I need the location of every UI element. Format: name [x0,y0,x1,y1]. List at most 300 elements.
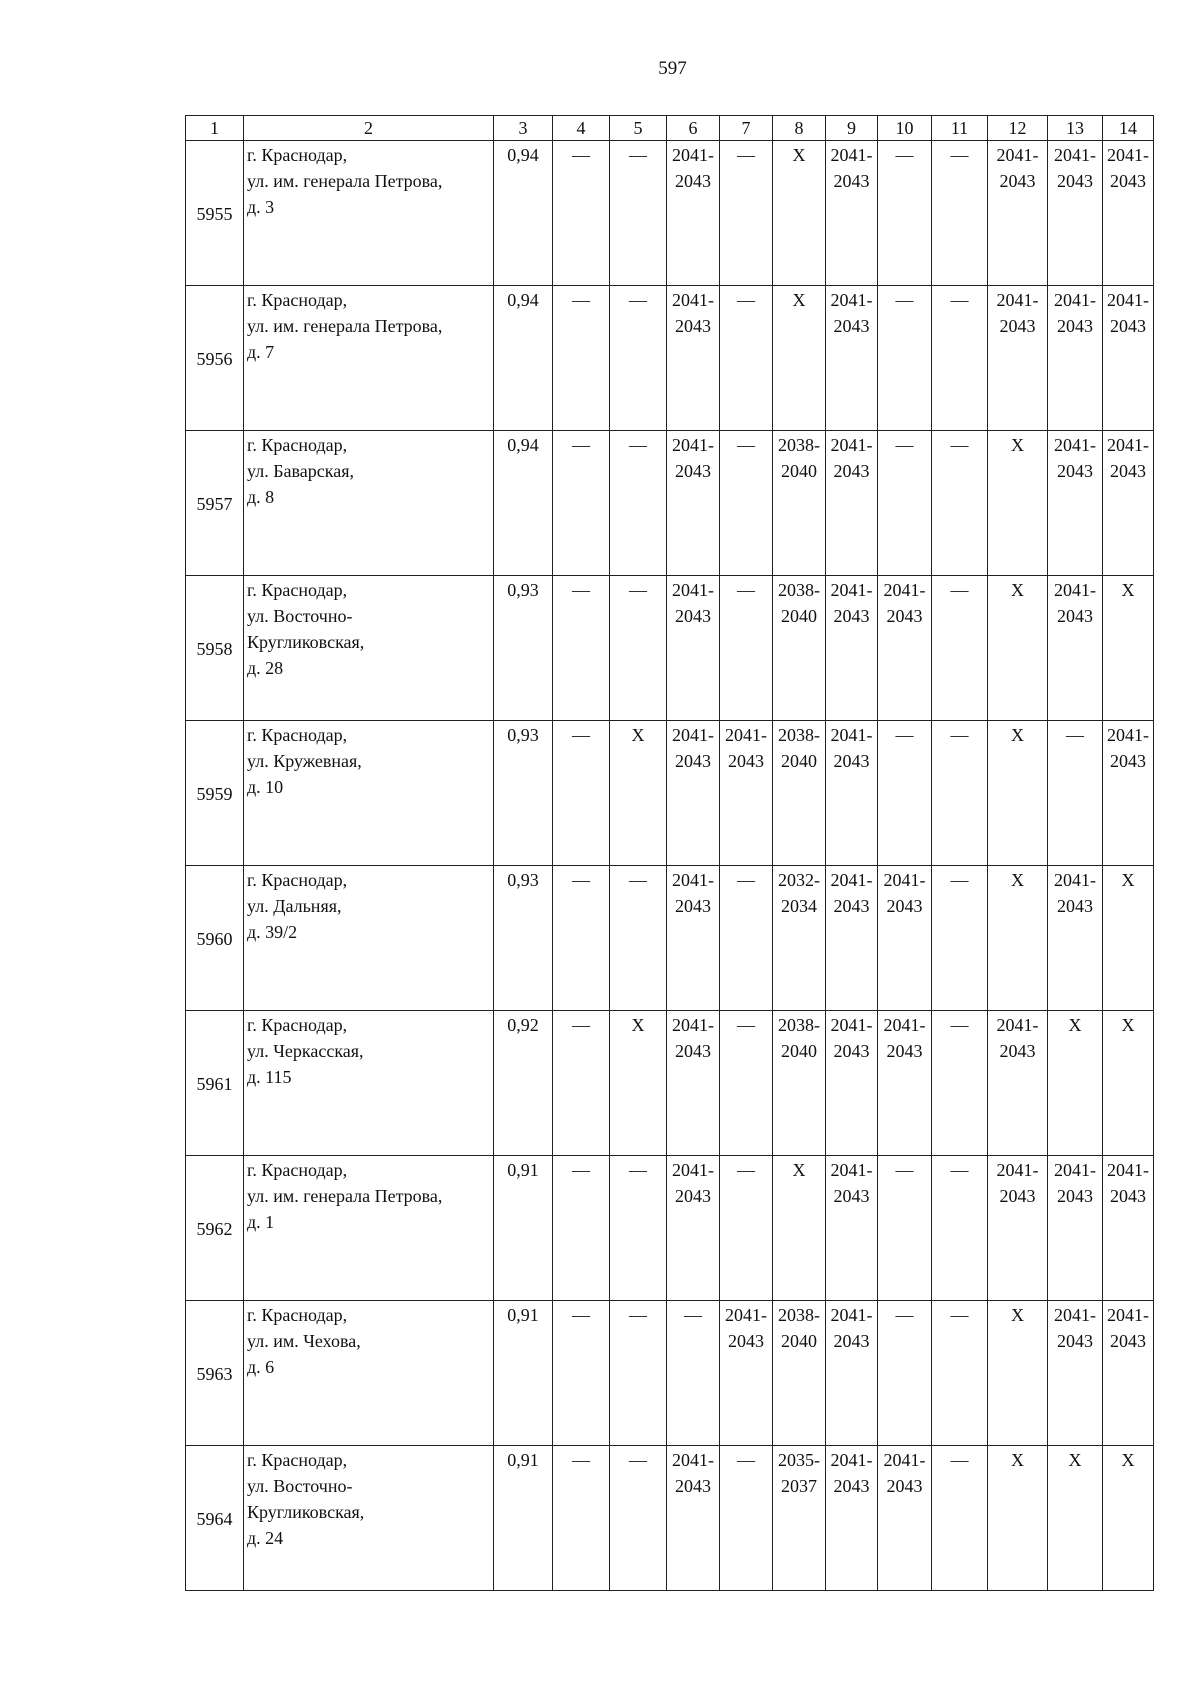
column-header-7: 7 [720,116,773,141]
period-text: 2041- [830,870,873,890]
period-text: 2043 [675,171,711,191]
period-text: 2043 [999,316,1036,336]
period-cell-col-9 [826,1301,878,1446]
address-cell [244,1011,494,1156]
table-row [186,1011,1154,1156]
period-text: 2037 [781,1476,817,1496]
period-text: Х [1068,1015,1082,1035]
column-header-14: 14 [1103,116,1154,141]
period-text: Х [1068,1450,1082,1470]
address-line: д. 39/2 [247,922,298,942]
address-line: ул. Черкасская, [247,1041,364,1061]
address-line: г. Краснодар, [247,725,348,745]
period-text: — [572,145,590,165]
period-cell-col-5 [610,1446,667,1591]
period-text: Х [1011,725,1024,745]
period-text: 2043 [675,316,711,336]
address-line: д. 24 [247,1528,284,1548]
period-cell-col-8 [773,1301,826,1446]
column-header-8: 8 [773,116,826,141]
coefficient-cell: 0,94 [494,286,553,431]
period-cell-col-7 [720,1446,773,1591]
address-line: г. Краснодар, [247,435,348,455]
period-cell-col-11 [932,1446,988,1591]
period-text: Х [1011,1450,1024,1470]
period-cell-col-6 [667,1446,720,1591]
period-text: Х [1011,580,1024,600]
table-row [186,1446,1154,1591]
period-cell-col-5 [610,866,667,1011]
period-cell-col-4 [553,141,610,286]
period-cell-col-4 [553,721,610,866]
period-cell-col-8 [773,431,826,576]
period-text: — [684,1305,702,1325]
column-header-2: 2 [244,116,494,141]
period-cell-col-14 [1103,1156,1154,1301]
period-text: 2043 [728,1331,764,1351]
coefficient-cell: 0,93 [494,576,553,721]
column-header-4: 4 [553,116,610,141]
row-number: 5956 [186,286,244,431]
period-cell-col-11 [932,286,988,431]
period-text: 2035- [778,1450,820,1470]
period-text: 2041- [830,1450,873,1470]
period-cell-col-7 [720,286,773,431]
period-cell-col-6 [667,1011,720,1156]
period-cell-col-10 [878,286,932,431]
period-cell-col-13 [1048,1011,1103,1156]
period-cell-col-8 [773,141,826,286]
period-text: — [737,870,755,890]
period-cell-col-9 [826,721,878,866]
period-text: 2041- [672,435,714,455]
period-text: 2041- [1107,290,1149,310]
address-line: г. Краснодар, [247,1305,348,1325]
address-cell [244,431,494,576]
period-cell-col-9 [826,1446,878,1591]
period-cell-col-14 [1103,1301,1154,1446]
period-text: 2043 [1057,316,1093,336]
period-text: 2040 [781,1331,817,1351]
period-cell-col-10 [878,576,932,721]
period-text: 2041- [996,290,1039,310]
period-cell-col-5 [610,576,667,721]
period-text: 2043 [886,896,923,916]
period-cell-col-11 [932,576,988,721]
period-text: — [737,580,755,600]
period-text: 2043 [999,1186,1036,1206]
period-cell-col-4 [553,866,610,1011]
coefficient-cell: 0,92 [494,1011,553,1156]
period-text: 2043 [728,751,764,771]
period-cell-col-6 [667,1301,720,1446]
period-cell-col-14 [1103,431,1154,576]
period-text: 2041- [1054,580,1096,600]
period-text: — [572,290,590,310]
column-header-6: 6 [667,116,720,141]
period-text: 2043 [833,171,870,191]
period-text: 2040 [781,461,817,481]
period-text: — [950,435,969,455]
row-number: 5964 [186,1446,244,1591]
column-header-13: 13 [1048,116,1103,141]
period-text: 2043 [1110,316,1146,336]
period-text: Х [792,290,806,310]
period-text: Х [1121,1450,1135,1470]
period-text: — [895,145,914,165]
period-text: 2041- [883,1015,926,1035]
period-cell-col-8 [773,721,826,866]
period-text: — [950,725,969,745]
period-text: 2041- [1054,290,1096,310]
address-line: ул. им. генерала Петрова, [247,1186,443,1206]
period-cell-col-13 [1048,141,1103,286]
table-row [186,1156,1154,1301]
table-row [186,721,1154,866]
period-text: — [572,725,590,745]
period-cell-col-12 [988,576,1048,721]
period-text: 2041- [996,1015,1039,1035]
address-line: г. Краснодар, [247,1450,348,1470]
period-text: — [737,290,755,310]
period-text: 2034 [781,896,817,916]
period-text: 2043 [1057,171,1093,191]
period-text: Х [1011,1305,1024,1325]
address-cell [244,286,494,431]
period-text: 2041- [672,870,714,890]
period-text: 2032- [778,870,820,890]
column-header-12: 12 [988,116,1048,141]
address-line: г. Краснодар, [247,580,348,600]
period-text: 2043 [999,171,1036,191]
period-cell-col-11 [932,721,988,866]
column-header-3: 3 [494,116,553,141]
address-line: ул. Восточно- [247,606,353,626]
period-cell-col-14 [1103,576,1154,721]
period-text: 2041- [1054,145,1096,165]
period-text: 2043 [675,751,711,771]
table-body [186,141,1154,1591]
period-text: — [737,1015,755,1035]
address-line: ул. Дальняя, [247,896,342,916]
period-cell-col-5 [610,1156,667,1301]
address-line: г. Краснодар, [247,145,348,165]
address-line: г. Краснодар, [247,870,348,890]
header-row [186,116,1154,141]
period-cell-col-9 [826,431,878,576]
row-number: 5960 [186,866,244,1011]
period-text: 2038- [778,725,820,745]
period-cell-col-10 [878,721,932,866]
address-cell [244,1446,494,1591]
row-number: 5957 [186,431,244,576]
period-text: 2043 [886,1041,923,1061]
period-text: — [950,1305,969,1325]
period-cell-col-14 [1103,286,1154,431]
period-cell-col-7 [720,1011,773,1156]
period-cell-col-7 [720,721,773,866]
period-text: 2043 [833,1041,870,1061]
period-cell-col-12 [988,141,1048,286]
period-text: 2041- [1054,435,1096,455]
address-line: ул. Кружевная, [247,751,362,771]
address-line: д. 1 [247,1212,275,1232]
address-line: ул. им. генерала Петрова, [247,171,443,191]
table-row [186,866,1154,1011]
period-text: 2043 [1110,1331,1146,1351]
period-text: 2041- [830,1305,873,1325]
period-cell-col-5 [610,431,667,576]
period-text: — [950,145,969,165]
column-header-10: 10 [878,116,932,141]
column-header-11: 11 [932,116,988,141]
period-text: — [737,1160,755,1180]
period-cell-col-10 [878,866,932,1011]
period-text: 2041- [672,580,714,600]
period-text: 2041- [830,435,873,455]
period-text: — [737,145,755,165]
row-number: 5958 [186,576,244,721]
period-text: 2043 [675,1476,711,1496]
address-line: ул. Восточно- [247,1476,353,1496]
registry-table [185,115,1154,1591]
period-cell-col-10 [878,1156,932,1301]
period-text: 2043 [675,606,711,626]
period-text: — [737,1450,755,1470]
period-text: — [572,580,590,600]
period-text: — [629,435,647,455]
period-cell-col-13 [1048,866,1103,1011]
period-text: 2043 [833,316,870,336]
period-text: — [895,435,914,455]
period-text: 2043 [1057,461,1093,481]
period-text: Х [792,1160,806,1180]
period-cell-col-10 [878,141,932,286]
period-cell-col-4 [553,1446,610,1591]
period-text: 2041- [1107,725,1149,745]
period-text: 2043 [1110,751,1146,771]
address-cell [244,866,494,1011]
period-cell-col-12 [988,866,1048,1011]
period-cell-col-4 [553,1301,610,1446]
period-text: — [572,1450,590,1470]
period-text: 2041- [830,1160,873,1180]
address-line: Кругликовская, [247,632,365,652]
period-cell-col-7 [720,576,773,721]
address-line: г. Краснодар, [247,1015,348,1035]
address-line: ул. Баварская, [247,461,354,481]
period-text: 2043 [999,1041,1036,1061]
period-cell-col-12 [988,286,1048,431]
period-cell-col-9 [826,866,878,1011]
coefficient-cell: 0,91 [494,1301,553,1446]
period-text: — [1066,725,1084,745]
period-cell-col-7 [720,866,773,1011]
period-text: 2043 [833,896,870,916]
period-text: — [895,290,914,310]
period-cell-col-7 [720,431,773,576]
period-text: — [572,1015,590,1035]
period-cell-col-8 [773,1011,826,1156]
period-text: 2043 [1110,461,1146,481]
address-cell [244,721,494,866]
period-cell-col-9 [826,1156,878,1301]
period-cell-col-11 [932,1156,988,1301]
period-text: 2043 [833,1331,870,1351]
period-text: 2041- [672,1450,714,1470]
period-cell-col-12 [988,721,1048,866]
period-cell-col-6 [667,286,720,431]
period-text: — [950,1015,969,1035]
period-text: — [950,1450,969,1470]
period-cell-col-13 [1048,1446,1103,1591]
period-cell-col-4 [553,576,610,721]
address-line: д. 3 [247,197,275,217]
period-cell-col-11 [932,141,988,286]
address-line: д. 115 [247,1067,292,1087]
period-cell-col-6 [667,141,720,286]
period-text: 2043 [675,1186,711,1206]
period-text: 2043 [833,1186,870,1206]
period-cell-col-11 [932,431,988,576]
table-row [186,286,1154,431]
address-line: д. 28 [247,658,284,678]
period-text: 2040 [781,1041,817,1061]
period-text: 2043 [675,1041,711,1061]
address-cell [244,1156,494,1301]
period-cell-col-4 [553,1011,610,1156]
period-text: 2041- [725,725,767,745]
table-row [186,1301,1154,1446]
period-text: — [629,580,647,600]
period-cell-col-5 [610,141,667,286]
period-cell-col-12 [988,431,1048,576]
period-cell-col-9 [826,286,878,431]
address-line: ул. им. Чехова, [247,1331,361,1351]
coefficient-cell: 0,94 [494,141,553,286]
period-text: 2041- [883,1450,926,1470]
period-cell-col-10 [878,1301,932,1446]
period-text: 2043 [833,751,870,771]
period-text: Х [1011,870,1024,890]
period-cell-col-8 [773,576,826,721]
period-text: 2043 [886,606,923,626]
period-cell-col-9 [826,141,878,286]
period-text: — [629,290,647,310]
period-text: — [895,725,914,745]
period-cell-col-6 [667,576,720,721]
period-cell-col-8 [773,866,826,1011]
period-text: — [629,1160,647,1180]
period-text: — [572,1160,590,1180]
period-cell-col-8 [773,1156,826,1301]
period-text: 2038- [778,1305,820,1325]
period-cell-col-11 [932,1301,988,1446]
period-text: 2041- [672,1160,714,1180]
period-text: 2041- [830,1015,873,1035]
period-text: 2041- [830,580,873,600]
period-text: — [629,870,647,890]
period-cell-col-12 [988,1446,1048,1591]
table-header [186,116,1154,141]
row-number: 5963 [186,1301,244,1446]
period-cell-col-14 [1103,1446,1154,1591]
period-cell-col-13 [1048,1156,1103,1301]
period-text: 2038- [778,580,820,600]
period-text: Х [1011,435,1024,455]
period-text: — [629,145,647,165]
period-cell-col-13 [1048,721,1103,866]
period-text: Х [631,725,645,745]
period-text: — [629,1305,647,1325]
period-text: 2043 [833,461,870,481]
address-line: д. 10 [247,777,284,797]
period-cell-col-13 [1048,286,1103,431]
page-number: 597 [658,58,687,79]
period-cell-col-9 [826,576,878,721]
period-cell-col-14 [1103,866,1154,1011]
period-cell-col-5 [610,721,667,866]
period-text: Х [631,1015,645,1035]
period-cell-col-13 [1048,576,1103,721]
period-text: 2041- [830,145,873,165]
period-text: — [950,580,969,600]
period-text: 2041- [672,145,714,165]
period-text: 2043 [833,606,870,626]
period-text: 2043 [1110,1186,1146,1206]
period-cell-col-14 [1103,721,1154,866]
period-text: Х [1121,580,1135,600]
period-text: 2041- [883,870,926,890]
period-text: 2043 [833,1476,870,1496]
period-text: 2041- [1107,145,1149,165]
period-text: 2041- [996,145,1039,165]
address-line: д. 8 [247,487,275,507]
coefficient-cell: 0,94 [494,431,553,576]
period-cell-col-7 [720,1156,773,1301]
address-line: г. Краснодар, [247,1160,348,1180]
coefficient-cell: 0,93 [494,721,553,866]
period-cell-col-7 [720,1301,773,1446]
period-cell-col-4 [553,1156,610,1301]
period-text: Х [1121,1015,1135,1035]
row-number: 5955 [186,141,244,286]
period-text: 2041- [1107,435,1149,455]
row-number: 5961 [186,1011,244,1156]
period-cell-col-10 [878,1011,932,1156]
address-line: ул. им. генерала Петрова, [247,316,443,336]
address-line: Кругликовская, [247,1502,365,1522]
period-text: — [895,1305,914,1325]
period-cell-col-6 [667,866,720,1011]
period-text: 2041- [1107,1305,1149,1325]
period-text: Х [1121,870,1135,890]
period-text: 2038- [778,435,820,455]
column-header-1: 1 [186,116,244,141]
period-text: 2041- [1054,1305,1096,1325]
period-text: 2043 [1057,1331,1093,1351]
period-cell-col-4 [553,431,610,576]
period-text: — [572,1305,590,1325]
period-cell-col-6 [667,1156,720,1301]
period-text: 2041- [883,580,926,600]
address-cell [244,1301,494,1446]
period-cell-col-11 [932,866,988,1011]
period-text: — [629,1450,647,1470]
period-cell-col-12 [988,1011,1048,1156]
table-row [186,141,1154,286]
period-cell-col-8 [773,286,826,431]
